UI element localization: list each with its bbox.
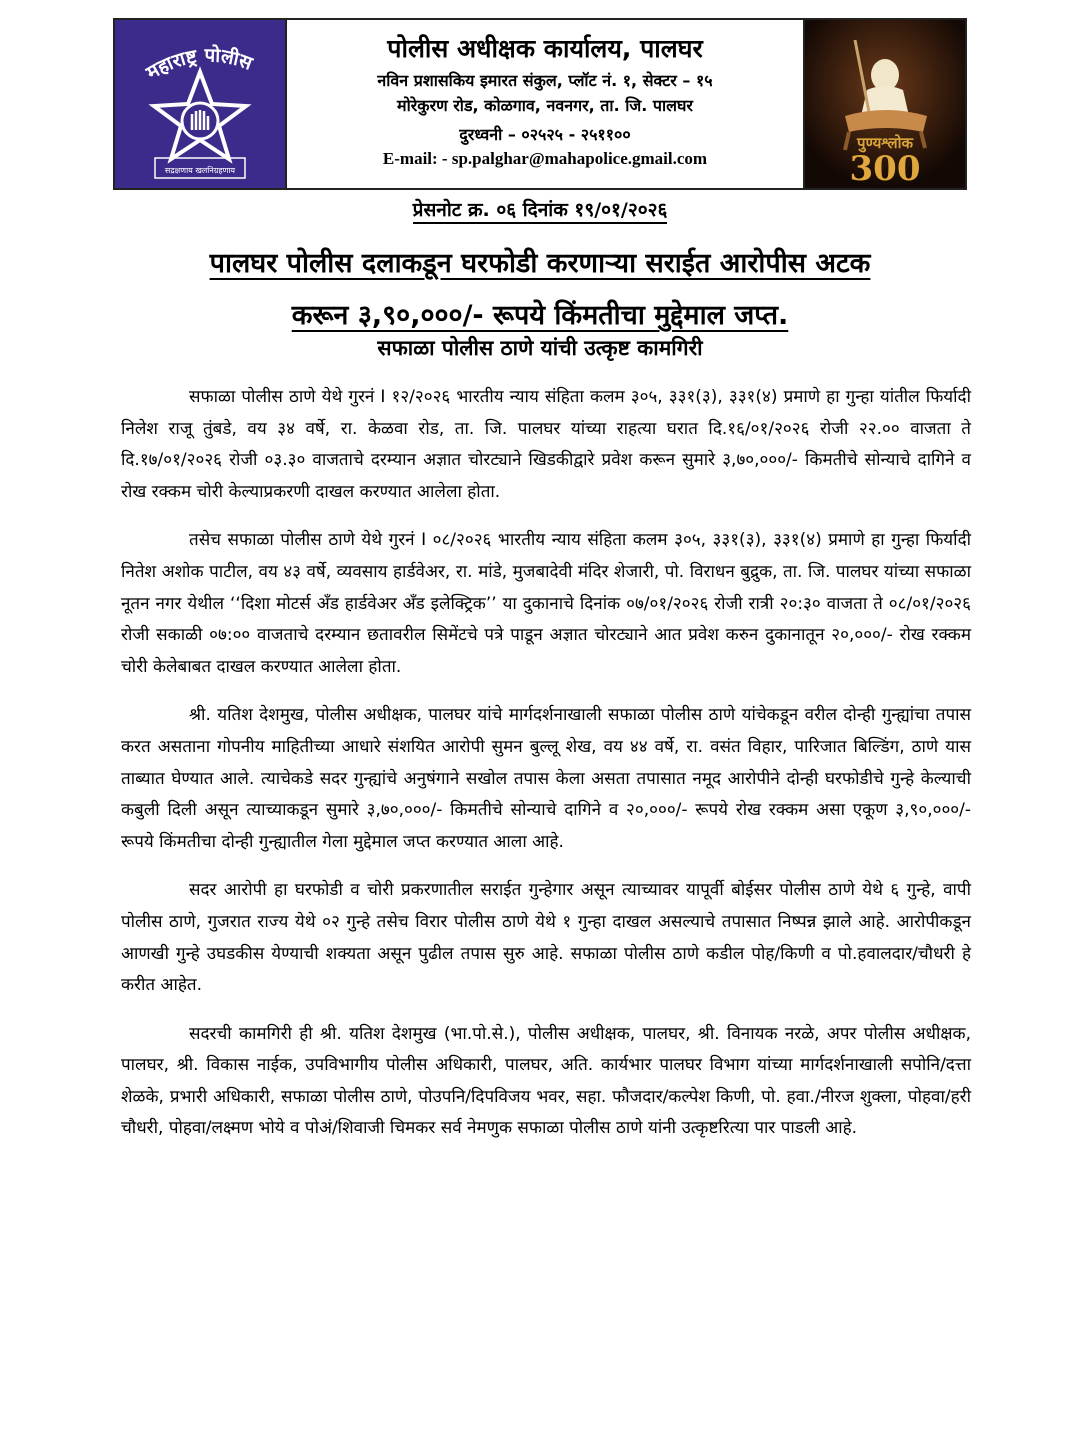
horse-rider-emblem-icon [805,20,965,188]
paragraph-2: तसेच सफाळा पोलीस ठाणे येथे गुरनं I ०८/२०२६ भारतीय न्याय संहिता कलम ३०५, ३३१(३), ३३१(४) प्रमाणे हा गुन्हा फिर्यादी नितेश अशोक पाटील, वय ४३ वर्षे, व्यवसाय हार्डवेअर, रा. मांडे, मुजबादेवी मंदिर शेजारी, पो. विराधन बुद्रुक, ता. जि. पालघर यांच्या सफाळा नूतन नगर येथील ‘‘दिशा मोटर्स अँड हार्डवेअर अँड इलेक्ट्रिक’’ या दुकानाचे दिनांक ०७/०१/२०२६ रोजी रात्री २०:३० वाजता ते ०८/०१/२०२६ रोजी सकाळी ०७:०० वाजताचे दरम्यान छतावरील सिमेंटचे पत्रे पाडून अज्ञात चोरट्याने आत प्रवेश करुन दुकानातून २०,०००/- रोख रक्कम चोरी केलेबाबत दाखल करण्यात आलेला होता. [121,530,971,677]
address-line-2: मोरेकुरण रोड, कोळगाव, नवनगर, ता. जि. पालघर [397,96,693,115]
office-title: पोलीस अधीक्षक कार्यालय, पालघर [387,34,703,63]
paragraph-1: सफाळा पोलीस ठाणे येथे गुरनं I १२/२०२६ भारतीय न्याय संहिता कलम ३०५, ३३१(३), ३३१(४) प्रमाणे हा गुन्हा यांतील फिर्यादी निलेश राजू तुंबडे, वय ३४ वर्षे, रा. केळवा रोड, ता. जि. पालघर यांच्या राहत्या घरात दि.१६/०१/२०२६ रोजी २२.०० वाजता ते दि.१७/०१/२०२६ रोजी ०३.३० वाजताचे दरम्यान अज्ञात चोरट्याने खिडकीद्वारे प्रवेश करून सुमारे ३,७०,०००/- किमतीचे सोन्याचे दागिने व रोख रक्कम चोरी केल्याप्रकरणी दाखल करण्यात आलेला होता. [121,387,971,502]
phone-number: दुरध्वनी – ०२५२५ - २५११०० [459,125,631,144]
headline [0,238,1080,342]
paragraph-4: सदर आरोपी हा घरफोडी व चोरी प्रकरणातील सराईत गुन्हेगार असून त्याच्यावर यापूर्वी बोईसर पोलीस ठाणे येथे ६ गुन्हे, वापी पोलीस ठाणे, गुजरात राज्य येथे ०२ गुन्हे तसेच विरार पोलीस ठाणे येथे १ गुन्हा दाखल असल्याचे तपासात निष्पन्न झाले आहे. आरोपीकडून आणखी गुन्हे उघडकीस येण्याची शक्यता असून पुढील तपास सुरु आहे. सफाळा पोलीस ठाणे कडील पोह/किणी व पो.हवालदार/चौधरी हे करीत आहेत. [121,880,971,996]
paragraph-5: सदरची कामगिरी ही श्री. यतिश देशमुख (भा.पो.से.), पोलीस अधीक्षक, पालघर, श्री. विनायक नरळे, अपर पोलीस अधीक्षक, पालघर, श्री. विकास नाईक, उपविभागीय पोलीस अधिकारी, पालघर, अति. कार्यभार पालघर विभाग यांच्या मार्गदर्शनाखाली सपोनि/दत्ता शेळके, प्रभारी अधिकारी, सफाळा पोलीस ठाणे, पोउपनि/दिपविजय भवर, सहा. फौजदार/कल्पेश किणी, पो. हवा./नीरज शुक्ला, पोहवा/हरी चौधरी, पोहवा/लक्ष्मण भोये व पोअं/शिवाजी चिमकर सर्व नेमणुक सफाळा पोलीस ठाणे यांनी उत्कृष्टरित्या पार पाडली आहे. [121,1023,971,1139]
paragraph-3: श्री. यतिश देशमुख, पोलीस अधीक्षक, पालघर यांचे मार्गदर्शनाखाली सफाळा पोलीस ठाणे यांचेकडून वरील दोन्ही गुन्ह्यांचा तपास करत असताना गोपनीय माहितीच्या आधारे संशयित आरोपी सुमन बुल्लू शेख, वय ४४ वर्षे, रा. वसंत विहार, पारिजात बिल्डिंग, ठाणे यास ताब्यात घेण्यात आले. त्याचेकडे सदर गुन्ह्यांचे अनुषंगाने सखोल तपास केला असता तपासात नमूद आरोपीने दोन्ही घरफोडीचे गुन्हे केल्याची कबुली दिली असून त्याच्याकडून सुमारे ३,७०,०००/- किमतीचे सोन्याचे दागिने व २०,०००/- रूपये रोख रक्कम असा एकूण ३,९०,०००/- रूपये किंमतीचा दोन्ही गुन्ह्यातील गेला मुद्देमाल जप्त करण्यात आला आहे. [121,705,971,852]
email-address: E-mail: - sp.palghar@mahapolice.gmail.com [382,149,708,168]
maharashtra-police-logo [115,20,287,188]
address-line-1: नविन प्रशासकिय इमारत संकुल, प्लॉट नं. १, सेक्टर – १५ [377,71,713,90]
logo-left-motto: सद्रक्षणाय खलनिग्रहणाय [164,166,236,175]
punyashlok-300-logo [803,20,965,188]
logo-right-number: 300 [849,149,921,188]
press-note-number [0,196,1080,222]
subheadline: सफाळा पोलीस ठाणे यांची उत्कृष्ट कामगिरी [377,336,703,360]
headline-line-2: करून ३,९०,०००/- रूपये किंमतीचा मुद्देमाल जप्त. [291,300,789,331]
logo-left-top-text: महाराष्ट्र पोलीस [142,44,256,85]
press-note-text: प्रेसनोट क्र. ०६ दिनांक १९/०१/२०२६ [413,199,668,224]
letterhead [113,18,967,190]
press-release-body [121,382,971,1145]
headline-line-1: पालघर पोलीस दलाकडून घरफोडी करणाऱ्या सराईत आरोपीस अटक [209,248,871,279]
logo-right-text: पुण्यश्लोक [856,134,914,152]
office-details [287,20,803,188]
police-star-emblem-icon [115,20,285,188]
